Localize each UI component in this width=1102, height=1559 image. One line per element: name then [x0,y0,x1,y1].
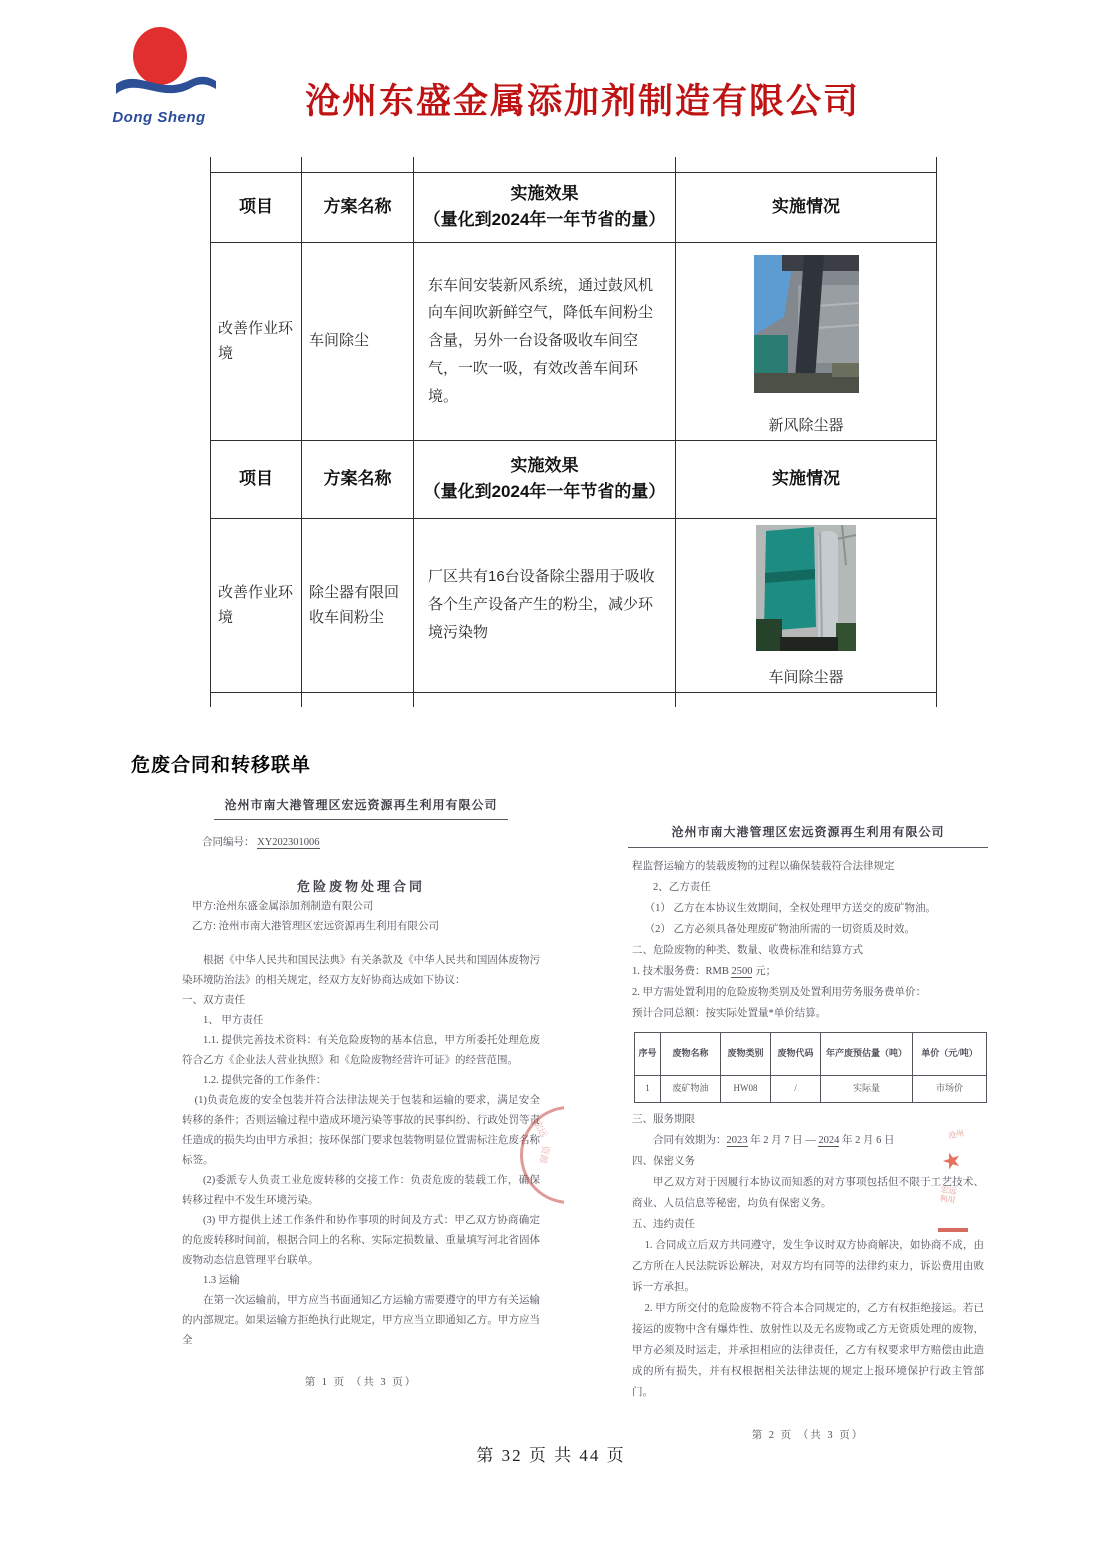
waste-col-name: 废物名称 [661,1033,721,1076]
table-header-row-2 [211,440,937,518]
seal-text-mark: 宏远 [531,1118,550,1140]
cell-status-1 [676,242,937,440]
photo-caption-1: 新风除尘器 [768,416,844,434]
cell-plan-1: 车间除尘 [302,242,414,440]
improvement-table [210,157,937,707]
logo-brand-text: Dong Sheng [112,109,206,126]
page-footer: 第 32 页 共 44 页 [476,1446,626,1465]
letterhead: 沧州市南大港管理区宏远资源再生利用有限公司 [214,795,508,820]
table-row [211,242,937,440]
effect-header-line1: 实施效果 [510,455,579,475]
col-header-project: 项目 [211,440,302,518]
contract-paragraph: 在第一次运输前，甲方应当书面通知乙方运输方需要遵守的甲方有关运输的内部规定。如果运输方拒绝执行此规定，甲方应当立即通知乙方。甲方应当全 [182,1295,540,1346]
contract-paragraph: (1)负责危废的安全包装并符合法律法规关于包装和运输的要求，满足安全转移的条件；否则运输过程中造成环境污染等事故的民事纠纷、行政处罚等责任造成的损失均由甲方承担；按环保部门要求包装物明显位置需标注危废名称标签。 [182,1095,540,1166]
col-header-plan: 方案名称 [302,440,414,518]
contract-number-value: XY202301006 [257,837,320,848]
cell-project-2: 改善作业环境 [211,518,302,692]
cell-effect-2: 厂区共有16台设备除尘器用于吸收各个生产设备产生的粉尘，减少环境污染物 [414,518,676,692]
waste-cell-price: 市场价 [913,1076,987,1103]
cell-plan-2: 除尘器有限回收车间粉尘 [302,518,414,692]
col-header-effect [414,440,676,518]
col-header-status: 实施情况 [676,172,937,242]
contract-paragraph: 三、服务期限 [632,1114,695,1125]
seal-star-icon: ★ [938,1145,965,1176]
col-header-status: 实施情况 [676,440,937,518]
waste-cell-index: 1 [635,1076,661,1103]
seal-text-mark: 资源 [538,1144,552,1165]
col-header-project: 项目 [211,172,302,242]
effect-header-line2: （量化到2024年一年节省的量） [423,482,666,501]
letterhead: 沧州市南大港管理区宏远资源再生利用有限公司 [628,822,988,848]
cell-project-1: 改善作业环境 [211,242,302,440]
official-seal-left-partial [506,1096,564,1206]
effect-header-line2: （量化到2024年一年节省的量） [423,210,666,229]
contract-paragraph: 预计合同总额：按实际处置量*单价结算。 [632,1008,827,1019]
effect-header-line1: 实施效果 [510,183,579,203]
table-partial-row-top [211,157,937,172]
period-year-1: 2023 [726,1135,748,1146]
waste-col-category: 废物类别 [721,1033,771,1076]
company-logo [98,26,220,126]
contract-scan-page-1 [180,795,542,1393]
service-fee-line [632,961,984,982]
waste-table [634,1032,987,1103]
contract-paragraph: 2. 甲方需处置利用的危险废物类别及处置利用劳务服务费单价： [632,987,926,998]
waste-cell-code: / [771,1076,821,1103]
contract-paragraph: 1. 合同成立后双方共同遵守，发生争议时双方协商解决，如协商不成，由乙方所在人民法院诉讼解决，对双方均有同等的法律约束力，诉讼费用由败诉一方承担。 [632,1240,984,1293]
contract-paragraph: 甲乙双方对于因履行本协议而知悉的对方事项包括但不限于工艺技术、商业、人员信息等秘密，均负有保密义务。 [632,1177,984,1209]
contract-paragraph: (3) 甲方提供上述工作条件和协作事项的时间及方式：甲乙双方协商确定的危废转移时间前，根据合同上的名称、实际定损数量、重量填写河北省固体废物动态信息管理平台联单。 [182,1215,540,1266]
contract-page-number: 第 2 页 （共 3 页） [751,1430,865,1441]
waste-col-price: 单价（元/吨） [913,1033,987,1076]
contract-paragraph: 四、保密义务 [632,1156,695,1167]
fee-value: 2500 [731,966,753,977]
fee-prefix: 1. 技术服务费：RMB [632,966,732,977]
contract-paragraph: (2)委派专人负责工业危废转移的交接工作：负责危废的装载工作，确保转移过程中不发生环境污染。 [182,1175,540,1206]
contract-number-line [180,833,542,853]
section-title: 危废合同和转移联单 [131,755,312,776]
contract-page-number: 第 1 页 （共 3 页） [304,1377,418,1388]
workshop-photo-duster-tower [756,525,856,651]
period-suffix: 年 2 月 6 日 [839,1135,895,1146]
period-prefix: 合同有效期为： [653,1135,727,1146]
period-year-2: 2024 [818,1135,840,1146]
contract-paragraph: 五、违约责任 [632,1219,695,1230]
table-partial-row-bottom [211,692,937,707]
seal-text-mark: 沧州 [947,1128,965,1141]
party-a-line: 甲方:沧州东盛金属添加剂制造有限公司 [192,901,374,912]
page-title: 沧州东盛金属添加剂制造有限公司 [305,82,861,121]
contract-title: 危险废物处理合同 [296,879,425,894]
table-row [211,518,937,692]
contract-paragraph: 1.1. 提供完善技术资料：有关危险废物的基本信息，甲方所委托处理危废符合乙方《企业法人营业执照》和《危险废物经营许可证》的经营范围。 [182,1035,540,1066]
photo-caption-2: 车间除尘器 [768,668,844,686]
waste-col-code: 废物代码 [771,1033,821,1076]
table-header-row-1 [211,172,937,242]
col-header-plan: 方案名称 [302,172,414,242]
contract-paragraph: 根据《中华人民共和国民法典》有关条款及《中华人民共和国固体废物污染环境防治法》的相关规定，经双方友好协商达成如下协议： [182,955,540,986]
fee-suffix: 元； [752,966,777,977]
contract-paragraph: 2、乙方责任 [653,882,711,893]
waste-col-index: 序号 [635,1033,661,1076]
waste-cell-estimate: 实际量 [821,1076,913,1103]
workshop-photo-new-air-duster [754,255,859,393]
party-b-line: 乙方: 沧州市南大港管理区宏远资源再生利用有限公司 [192,921,440,932]
cell-effect-1: 东车间安装新风系统，通过鼓风机向车间吹新鲜空气，降低车间粉尘含量，另外一台设备吸收车间空气，一吹一吸，有效改善车间环境。 [414,242,676,440]
period-mid: 年 2 月 7 日 — [747,1135,819,1146]
contract-paragraph: 程监督运输方的装载废物的过程以确保装载符合法律规定 [632,861,895,872]
waste-table-header-row [635,1033,987,1076]
contract-paragraph: （2） 乙方必须具备处理废矿物油所需的一切资质及时效。 [644,924,915,935]
waste-table-row [635,1076,987,1103]
waste-col-estimate: 年产废预估量（吨） [821,1033,913,1076]
official-seal-right-partial [926,1128,996,1268]
contract-paragraph: （1） 乙方在本协议生效期间，全权处理甲方送交的废矿物油。 [644,903,936,914]
contract-paragraph: 1、 甲方责任 [203,1015,264,1026]
contract-paragraph: 2. 甲方所交付的危险废物不符合本合同规定的，乙方有权拒绝接运。若已接运的废物中含有爆炸性、放射性以及无名废物或乙方无资质处理的废物，甲方必须及时运走，并承担相应的法律责任，乙方有权要求甲方赔偿由此造成的所有损失，并有权根据相关法律法规的规定上报环境保护行政主管部门。 [632,1303,984,1398]
contract-paragraph: 1.3 运输 [203,1275,240,1286]
waste-cell-name: 废矿物油 [661,1076,721,1103]
contract-number-label: 合同编号： [202,837,255,848]
contract-paragraph: 二、危险废物的种类、数量、收费标准和结算方式 [632,945,863,956]
col-header-effect [414,172,676,242]
seal-text-mark: 宏远 利用 [938,1184,958,1206]
logo-mark-icon [98,26,220,102]
contract-paragraph: 一、双方责任 [182,995,245,1006]
contract-body [180,951,542,1351]
cell-status-2 [676,518,937,692]
contract-paragraph: 1.2. 提供完备的工作条件： [203,1075,327,1086]
waste-cell-category: HW08 [721,1076,771,1103]
seal-bar [938,1228,968,1232]
